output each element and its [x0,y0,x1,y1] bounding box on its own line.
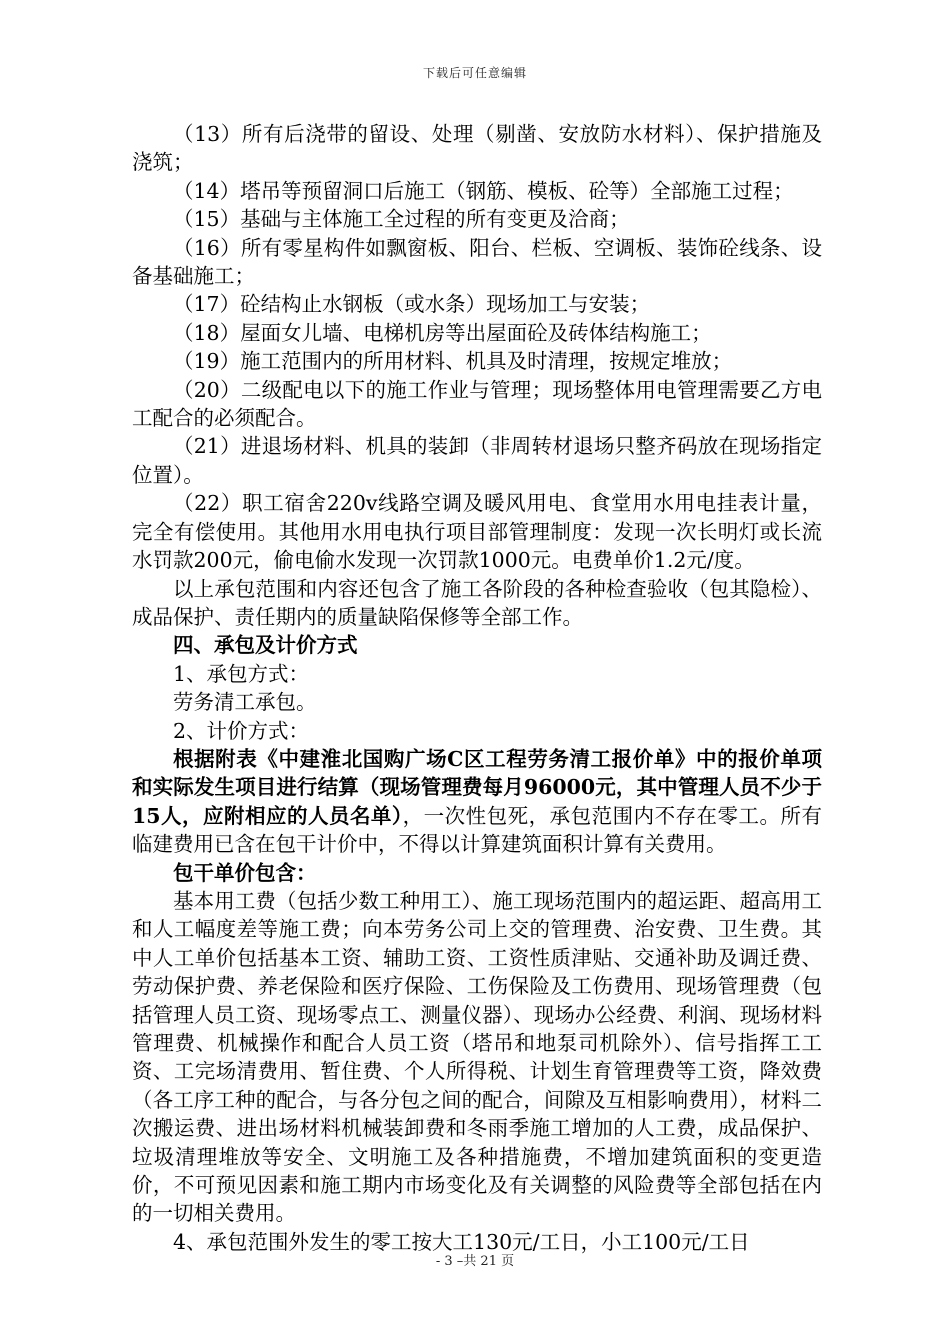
paragraph-22: （22）职工宿舍220v线路空调及暖风用电、食堂用水用电挂表计量，完全有偿使用。其他用水用电执行项目部管理制度：发现一次长明灯或长流水罚款200元，偷电偷水发现一次罚款1000元。电费单价1.2元/度。 [132,491,822,573]
extra-labor-paragraph: 4、承包范围外发生的零工按大工130元/工日，小工100元/工日 [173,1229,750,1254]
paragraph-18: （18）屋面女儿墙、电梯机房等出屋面砼及砖体结构施工； [173,320,712,345]
scope-summary-paragraph: 以上承包范围和内容还包含了施工各阶段的各种检查验收（包其隐检）、成品保护、责任期内的质量缺陷保修等全部工作。 [132,576,822,629]
document-body [132,120,822,1256]
section-heading: 四、承包及计价方式 [173,633,358,658]
pricing-method-rest-text: ，一次性包死，承包范围内不存在零工。所有临建费用已含在包干计价中，不得以计算建筑面积计算有关费用。 [132,803,823,857]
paragraph-21: （21）进退场材料、机具的装卸（非周转材退场只整齐码放在现场指定位置）。 [132,434,822,487]
pricing-method-label: 2、计价方式： [173,718,310,743]
contract-method-label: 1、承包方式： [173,661,310,686]
paragraph-16: （16）所有零星构件如飘窗板、阳台、栏板、空调板、装饰砼线条、设备基础施工； [132,235,822,289]
page-header: 下载后可任意编辑 [422,66,527,80]
paragraph-17: （17）砼结构止水钢板（或水条）现场加工与安装； [173,292,651,317]
lump-sum-included-paragraph: 基本用工费（包括少数工种用工）、施工现场范围内的超运距、超高用工和人工幅度差等施工费；向本劳务公司上交的管理费、治安费、卫生费。其中人工单价包括基本工资、辅助工资、工资性质津贴、交通补助及调迁费、劳动保护费、养老保险和医疗保险、工伤保险及工伤费用、现场管理费（包括管理人员工资、现场零点工、测量仪器）、现场办公经费、利润、现场材料管理费、机械操作和配合人员工资（塔吊和地泵司机除外）、信号指挥工工资、工完场清费用、暂住费、个人所得税、计划生育管理费等工资，降效费（各工序工种的配合，与各分包之间的配合，间隙及互相影响费用），材料二次搬运费、进出场材料机械装卸费和冬雨季施工增加的人工费，成品保护、垃圾清理堆放等安全、文明施工及各种措施费，不增加建筑面积的变更造价，不可预见因素和施工期内市场变化及有关调整的风险费等全部包括在内的一切相关费用。 [132,888,822,1226]
page-footer: - 3 –共 21 页 [435,1254,515,1269]
paragraph-14: （14）塔吊等预留洞口后施工（钢筋、模板、砼等）全部施工过程； [173,178,794,203]
paragraph-19: （19）施工范围内的所用材料、机具及时清理，按规定堆放； [173,349,733,374]
lump-sum-subheading: 包干单价包含： [173,860,317,885]
paragraph-20: （20）二级配电以下的施工作业与管理；现场整体用电管理需要乙方电工配合的必须配合。 [132,377,822,431]
contract-method-text: 劳务清工承包。 [173,690,317,715]
pricing-method-bold-text: 根据附表《中建淮北国购广场C区工程劳务清工报价单》中的报价单项和实际发生项目进行结算（现场管理费每月96000元，其中管理人员不少于15人，应附相应的人员名单） [132,746,822,828]
pricing-method-paragraph [132,745,822,859]
paragraph-13: （13）所有后浇带的留设、处理（剔凿、安放防水材料）、保护措施及浇筑； [132,122,822,175]
paragraph-15: （15）基础与主体施工全过程的所有变更及洽商； [173,207,630,232]
